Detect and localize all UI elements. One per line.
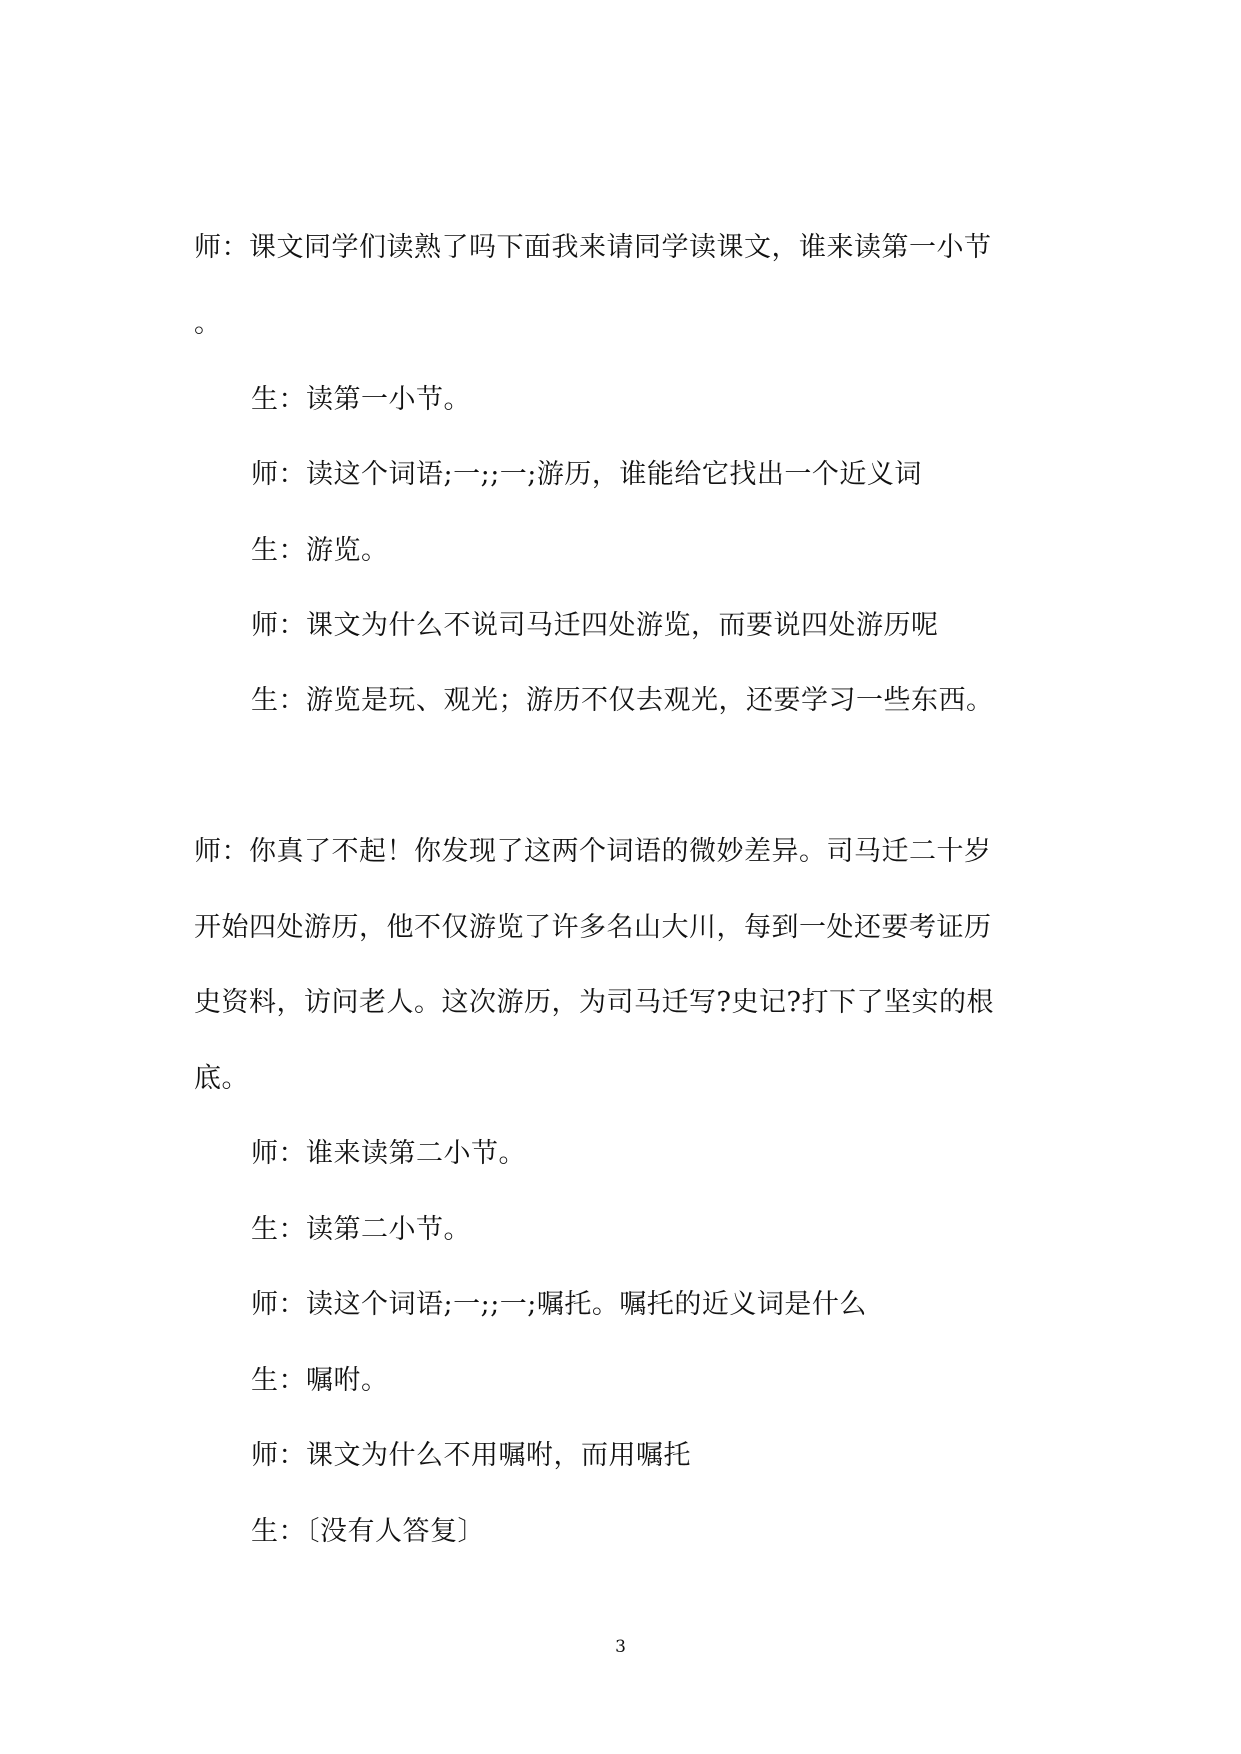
page-number: 3 <box>615 1637 626 1657</box>
text-line: 生：读第一小节。 <box>251 384 471 415</box>
text-line: 师：读这个词语;一;;一;嘱托。嘱托的近义词是什么 <box>251 1289 867 1320</box>
text-line: 师：课文同学们读熟了吗下面我来请同学读课文，谁来读第一小节 <box>194 232 992 263</box>
text-line: 。 <box>194 308 222 339</box>
text-line: 师：课文为什么不说司马迁四处游览，而要说四处游历呢 <box>251 610 939 641</box>
text-line: 生：〔没有人答复〕 <box>251 1516 485 1547</box>
text-line: 师：读这个词语;一;;一;游历，谁能给它找出一个近义词 <box>251 459 922 490</box>
text-line: 生：游览是玩、观光；游历不仅去观光，还要学习一些东西。 <box>251 685 994 716</box>
text-line: 史资料，访问老人。这次游历，为司马迁写?史记?打下了坚实的根 <box>194 987 994 1018</box>
text-line: 生：嘱咐。 <box>251 1365 389 1396</box>
text-line: 师：谁来读第二小节。 <box>251 1138 526 1169</box>
text-line: 师：课文为什么不用嘱咐，而用嘱托 <box>251 1440 691 1471</box>
text-line: 生：游览。 <box>251 535 389 566</box>
text-line: 生：读第二小节。 <box>251 1214 471 1245</box>
text-line: 底。 <box>194 1063 249 1094</box>
text-line: 师：你真了不起！你发现了这两个词语的微妙差异。司马迁二十岁 <box>194 836 992 867</box>
text-line: 开始四处游历，他不仅游览了许多名山大川，每到一处还要考证历 <box>194 912 992 943</box>
